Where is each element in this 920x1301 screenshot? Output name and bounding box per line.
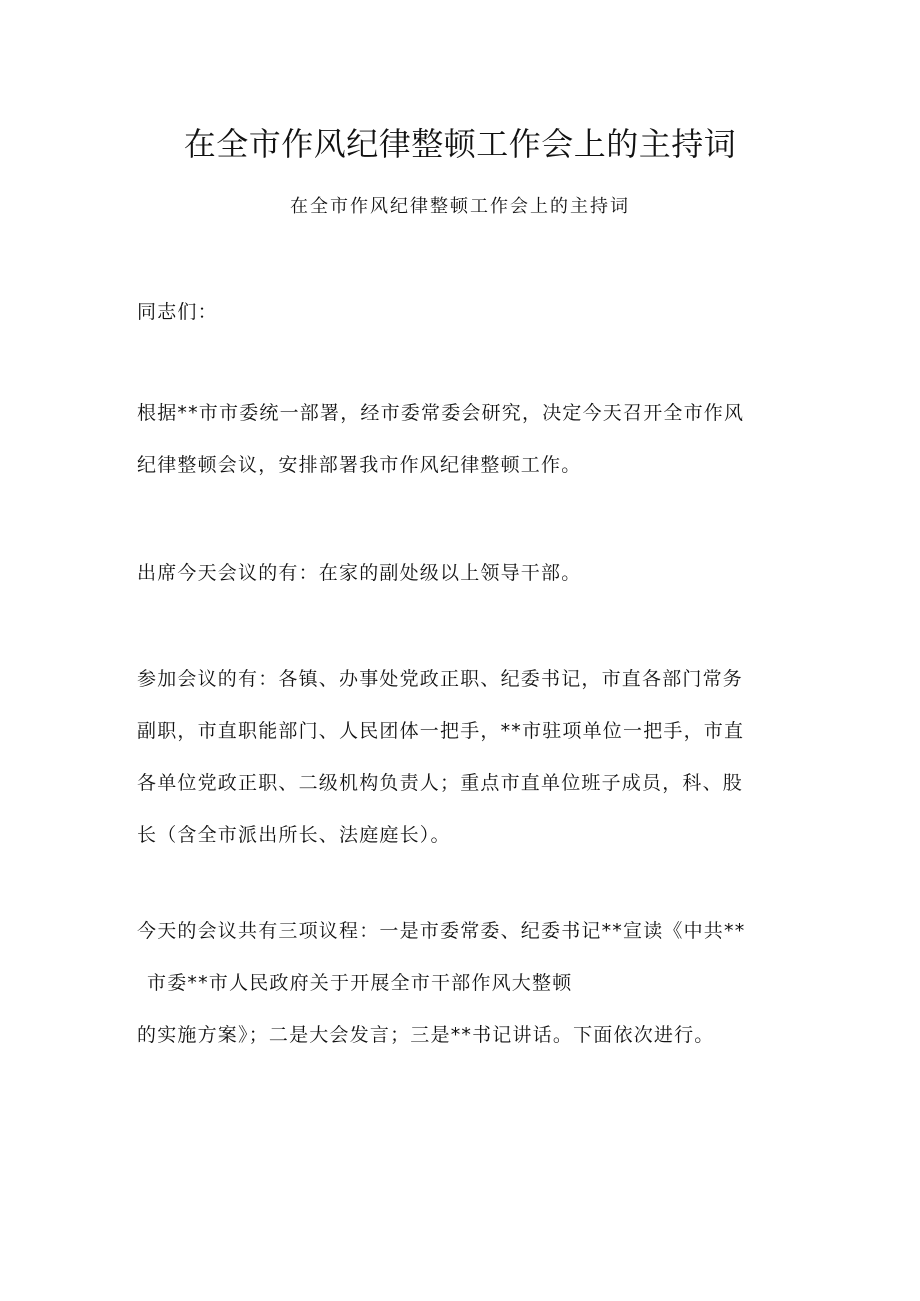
agenda-line: 市委**市人民政府关于开展全市干部作风大整顿 — [147, 972, 573, 994]
participants-line: 长（含全市派出所长、法庭庭长）。 — [137, 824, 451, 846]
greeting-paragraph — [137, 286, 789, 338]
basis-paragraph — [137, 387, 789, 491]
agenda-line: 的实施方案》；二是大会发言；三是**书记讲话。下面依次进行。 — [137, 1024, 715, 1046]
participants-paragraph — [137, 653, 789, 861]
participants-line: 副职，市直职能部门、人民团体一把手，**市驻项单位一把手，市直 — [137, 720, 745, 742]
attendance-paragraph — [137, 547, 789, 599]
greeting-text: 同志们： — [137, 301, 218, 323]
agenda-line: 今天的会议共有三项议程：一是市委常委、纪委书记**宣读《中共** — [137, 920, 746, 942]
basis-line: 根据**市市委统一部署，经市委常委会研究，决定今天召开全市作风 — [137, 402, 745, 424]
attendance-line: 出席今天会议的有：在家的副处级以上领导干部。 — [137, 562, 582, 584]
basis-line: 纪律整顿会议，安排部署我市作风纪律整顿工作。 — [137, 454, 582, 476]
agenda-paragraph — [137, 905, 789, 1061]
participants-line: 参加会议的有：各镇、办事处党政正职、纪委书记，市直各部门常务 — [137, 668, 744, 690]
participants-line: 各单位党政正职、二级机构负责人；重点市直单位班子成员，科、股 — [137, 772, 744, 794]
document-subtitle: 在全市作风纪律整顿工作会上的主持词 — [290, 196, 630, 217]
document-title: 在全市作风纪律整顿工作会上的主持词 — [183, 125, 737, 163]
